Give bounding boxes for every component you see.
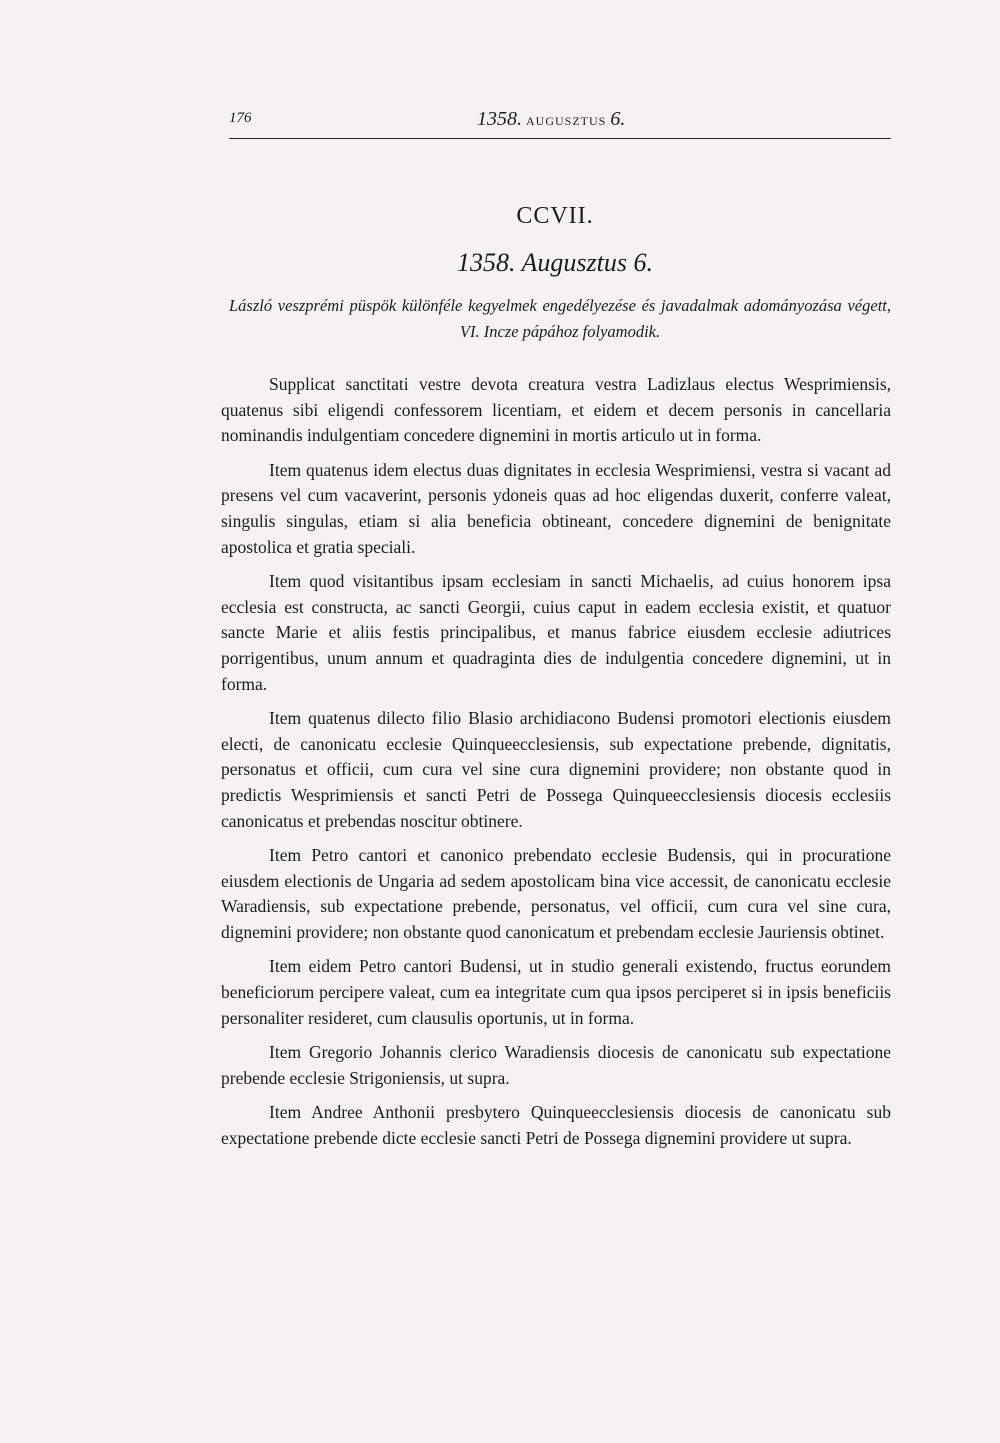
body-paragraph: Item quod visitantibus ipsam ecclesiam in sancti Michaelis, ad cuius honorem ipsa ecclesia est constructa, ac sancti Georgii, cuius caput in eadem ecclesia existit, et quatuor sancte Marie et aliis festis principalibus, et manus fabrice eiusdem ecclesie adiutrices porrigentibus, unum annum et quadraginta dies de indulgentia concedere dignemini, ut in forma.	[221, 571, 891, 694]
charter-date: 1358. Augusztus 6.	[457, 248, 653, 277]
running-head-date	[477, 108, 625, 131]
page-number: 176	[229, 110, 252, 126]
charter-summary: László veszprémi püspök különféle kegyelmek engedélyezése és javadalmak adományozása végett, VI. Incze pápához folyamodik.	[229, 296, 891, 341]
charter-number: CCVII.	[516, 203, 594, 229]
body-paragraph: Supplicat sanctitati vestre devota creatura vestra Ladizlaus electus Wesprimiensis, quatenus sibi eligendi confessorem licentiam, et eidem et decem personis in cancellaria nominandis indulgentiam concedere dignemini in mortis articulo ut in forma.	[221, 374, 891, 446]
running-head-year: 1358.	[477, 108, 522, 130]
body-paragraph: Item eidem Petro cantori Budensi, ut in studio generali existendo, fructus eorundem beneficiorum percipere valeat, cum ea integritate cum qua ipsos perciperet si in ipsis beneficiis personaliter resideret, cum clausulis oportunis, ut in forma.	[221, 956, 891, 1028]
charter-body	[221, 372, 891, 1161]
running-header	[229, 108, 891, 139]
body-paragraph: Item Andree Anthonii presbytero Quinqueecclesiensis diocesis de canonicatu sub expectatione prebende dicte ecclesie sancti Petri de Possega dignemini providere ut supra.	[221, 1102, 891, 1149]
body-paragraph: Item Petro cantori et canonico prebendato ecclesie Budensis, qui in procuratione eiusdem electionis de Ungaria ad sedem apostolicam bina vice accessit, de canonicatu ecclesie Waradiensis, sub expectatione prebende, personatus, vel officii, cum cura vel sine cura, dignemini providere; non obstante quod canonicatum et prebendam ecclesie Jauriensis obtinet.	[221, 845, 891, 942]
body-paragraph: Item quatenus dilecto filio Blasio archidiacono Budensi promotori electionis eiusdem electi, de canonicatu ecclesie Quinqueecclesiensis, sub expectatione prebende, dignitatis, personatus et officii, cum cura vel sine cura dignemini providere; non obstante quod in predictis Wesprimiensis et sancti Petri de Possega Quinqueecclesiensis diocesis ecclesiis canonicatus et prebendas noscitur obtinere.	[221, 708, 891, 831]
body-paragraph: Item Gregorio Johannis clerico Waradiensis diocesis de canonicatu sub expectatione prebende ecclesie Strigoniensis, ut supra.	[221, 1042, 891, 1088]
running-head-day: 6.	[610, 108, 626, 130]
running-head-month: AUGUSZTUS	[526, 114, 607, 128]
body-paragraph: Item quatenus idem electus duas dignitates in ecclesia Wesprimiensi, vestra si vacant ad presens vel cum vacaverint, personis ydoneis quas ad hoc eligendas duxerit, conferre valeat, singulis singulas, etiam si alia beneficia obtineant, concedere dignemini de benignitate apostolica et gratia speciali.	[221, 459, 891, 557]
